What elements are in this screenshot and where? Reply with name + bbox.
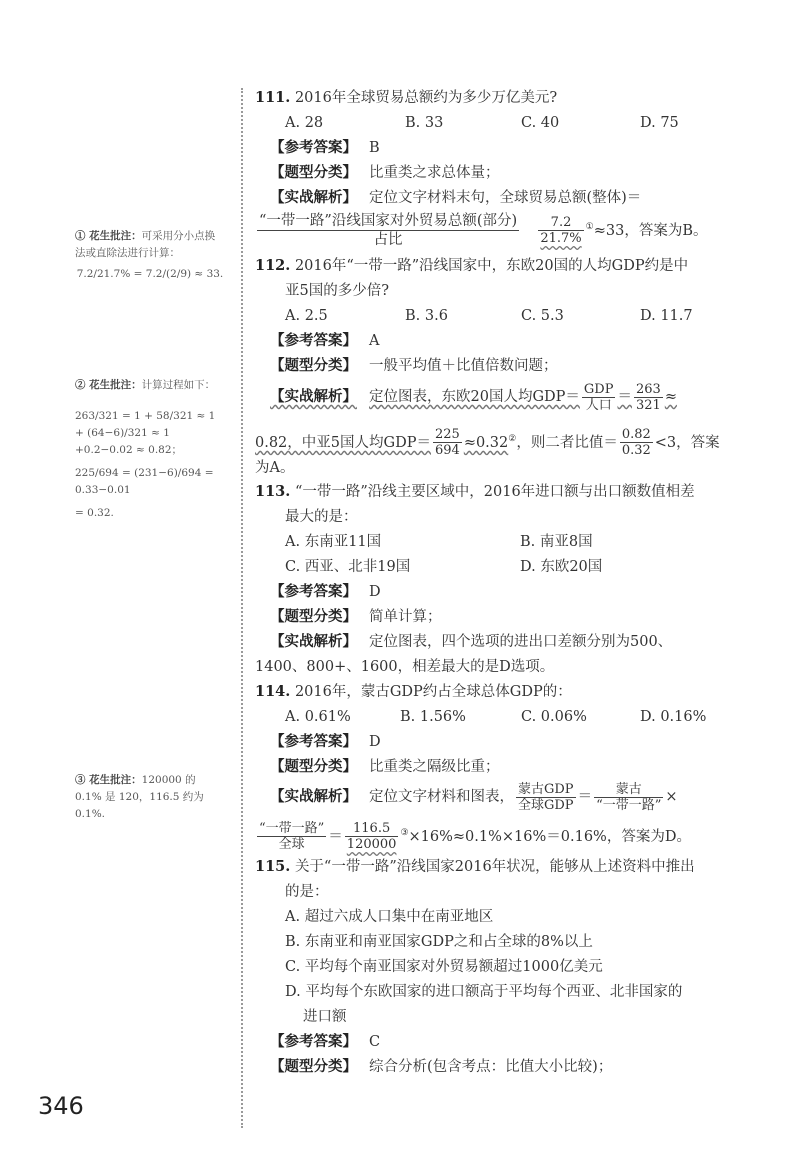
- type-label: 【题型分类】: [270, 1059, 357, 1075]
- answer-115: [270, 1032, 380, 1052]
- margin-divider: [241, 88, 247, 1128]
- analysis-text: 定位文字材料和图表，: [369, 789, 514, 805]
- equals-sign: ＝: [617, 389, 632, 405]
- equals-sign: ＝: [577, 789, 593, 805]
- question-number: 114.: [255, 683, 291, 700]
- note-formula: 225/694 = (231−6)/694 = 0.33−0.01: [75, 467, 214, 496]
- type-113: [270, 607, 442, 627]
- analysis-112: [270, 380, 677, 414]
- margin-note-2: [75, 377, 225, 522]
- option-d: D. 0.16%: [640, 709, 707, 725]
- fraction-numerator: “一带一路”沿线国家对外贸易总额(部分): [259, 213, 518, 230]
- analysis-text: 定位图表，东欧20国人均GDP＝: [369, 389, 580, 405]
- type-value: 一般平均值＋比值倍数问题；: [369, 358, 558, 374]
- fraction-denominator: 全球: [278, 837, 305, 853]
- analysis-text: ≈33，答案为B。: [593, 222, 708, 239]
- type-value: 比重类之隔级比重；: [369, 759, 500, 775]
- analysis-114: [270, 780, 678, 814]
- type-value: 简单计算；: [369, 609, 442, 625]
- option-b: B. 3.6: [405, 308, 448, 324]
- question-number: 112.: [255, 257, 291, 274]
- answer-value: B: [369, 140, 380, 156]
- option-a: A. 0.61%: [285, 709, 351, 725]
- question-stem: 2016年全球贸易总额约为多少万亿美元?: [294, 90, 558, 106]
- answer-label: 【参考答案】: [270, 584, 357, 600]
- analysis-text: 为A。: [255, 460, 295, 476]
- fraction-denominator: 0.32: [621, 443, 651, 459]
- fraction-denominator: 全球GDP: [518, 797, 574, 813]
- fraction-denominator: 120000: [346, 837, 397, 853]
- analysis-text: 定位图表，四个选项的进出口差额分别为500、: [369, 634, 673, 650]
- option-d: D. 东欧20国: [520, 559, 603, 575]
- analysis-111: [270, 188, 641, 208]
- question-number: 113.: [255, 483, 291, 500]
- option-d: D. 平均每个东欧国家的进口额高于平均每个西亚、北非国家的: [285, 984, 683, 1000]
- type-label: 【题型分类】: [270, 358, 357, 374]
- note-text: 计算过程如下：: [141, 379, 216, 391]
- fraction-numerator: 225: [434, 427, 460, 443]
- analysis-text: 定位文字材料末句，全球贸易总额(整体)＝: [369, 190, 642, 206]
- option-c: C. 平均每个南亚国家对外贸易额超过1000亿美元: [285, 959, 603, 975]
- option-c: C. 西亚、北非19国: [285, 559, 411, 575]
- analysis-text: ，则二者比值＝: [516, 434, 618, 451]
- type-114: [270, 757, 500, 777]
- answer-113: [270, 582, 381, 602]
- times-sign: ×: [665, 789, 678, 805]
- question-stem: 2016年，蒙古GDP约占全球总体GDP的：: [294, 684, 572, 700]
- option-a: A. 超过六成人口集中在南亚地区: [285, 909, 494, 925]
- note-formula: 7.2/21.7% = 7.2/(2/9) ≈ 33.: [76, 268, 224, 280]
- answer-111: [270, 138, 380, 158]
- analysis-112-cont: [255, 422, 720, 460]
- analysis-text: 0.82，中亚5国人均GDP＝: [255, 434, 431, 451]
- answer-label: 【参考答案】: [270, 1034, 357, 1050]
- answer-value: A: [369, 333, 380, 349]
- fraction-denominator: 694: [434, 443, 460, 459]
- type-112: [270, 356, 558, 376]
- option-b: B. 33: [405, 115, 444, 131]
- question-stem-cont: 的是：: [285, 884, 329, 900]
- fraction-numerator: 263: [635, 381, 661, 397]
- fraction-numerator: 蒙古: [594, 782, 663, 798]
- note-text: 120000 的 0.1% 是 120，116.5 约为 0.1%.: [75, 774, 204, 820]
- answer-112: [270, 331, 379, 351]
- option-b: B. 南亚8国: [520, 534, 593, 550]
- answer-value: D: [369, 584, 381, 600]
- fraction-numerator: “一带一路”: [259, 821, 325, 837]
- question-stem: 2016年“一带一路”沿线国家中，东欧20国的人均GDP约是中: [294, 258, 689, 274]
- note-heading: ① 花生批注：: [75, 230, 142, 242]
- margin-note-1: [75, 228, 225, 283]
- answer-label: 【参考答案】: [270, 333, 357, 349]
- analysis-label: 【实战解析】: [270, 190, 357, 206]
- footnote-marker: ③: [400, 828, 409, 838]
- fraction-numerator: 蒙古GDP: [518, 781, 574, 797]
- option-c: C. 0.06%: [521, 709, 587, 725]
- type-label: 【题型分类】: [270, 759, 357, 775]
- option-a: A. 东南亚11国: [285, 534, 382, 550]
- question-number: 111.: [255, 89, 291, 106]
- note-heading: ② 花生批注：: [75, 379, 142, 391]
- question-111: [255, 88, 557, 108]
- answer-114: [270, 732, 381, 752]
- option-d: D. 75: [640, 115, 679, 131]
- fraction-denominator: 占比: [373, 232, 403, 249]
- page-number: 346: [38, 1092, 84, 1120]
- footnote-marker: ①: [585, 222, 594, 232]
- type-115: [270, 1057, 612, 1077]
- analysis-114-cont: [255, 816, 691, 854]
- note-formula: +0.2−0.02 ≈ 0.82；: [75, 444, 183, 456]
- analysis-text: ×16%≈0.1%×16%＝0.16%，答案为D。: [408, 828, 691, 845]
- note-heading: ③ 花生批注：: [75, 774, 142, 786]
- option-a: A. 28: [285, 115, 324, 131]
- question-112: [255, 256, 688, 276]
- analysis-label: 【实战解析】: [270, 789, 357, 805]
- question-113: [255, 482, 695, 502]
- fraction-denominator: 21.7%: [540, 231, 582, 247]
- option-c: C. 40: [521, 115, 560, 131]
- fraction-denominator: 人口: [585, 397, 612, 413]
- footnote-marker: ②: [508, 434, 517, 444]
- type-label: 【题型分类】: [270, 609, 357, 625]
- question-114: [255, 682, 572, 702]
- equals-sign: ＝: [328, 828, 343, 845]
- fraction-numerator: GDP: [583, 381, 614, 397]
- type-label: 【题型分类】: [270, 165, 357, 181]
- option-b: B. 东南亚和南亚国家GDP之和占全球的8%以上: [285, 934, 593, 950]
- question-stem-cont: 亚5国的多少倍?: [285, 283, 389, 299]
- answer-value: C: [369, 1034, 381, 1050]
- option-a: A. 2.5: [285, 308, 328, 324]
- option-c: C. 5.3: [521, 308, 564, 324]
- answer-value: D: [369, 734, 381, 750]
- answer-label: 【参考答案】: [270, 734, 357, 750]
- question-stem: “一带一路”沿线主要区域中，2016年进口额与出口额数值相差: [294, 484, 695, 500]
- fraction-numerator: 0.82: [621, 427, 651, 443]
- analysis-text: 1400、800+、1600，相差最大的是D选项。: [255, 659, 555, 675]
- note-formula: = 0.32.: [75, 507, 114, 519]
- analysis-label: 【实战解析】: [270, 389, 357, 405]
- fraction-denominator: 321: [635, 397, 661, 413]
- answer-label: 【参考答案】: [270, 140, 357, 156]
- type-value: 综合分析(包含考点：比值大小比较)；: [369, 1059, 613, 1075]
- question-115: [255, 857, 695, 877]
- type-value: 比重类之求总体量；: [369, 165, 500, 181]
- option-b: B. 1.56%: [400, 709, 466, 725]
- fraction-denominator: “一带一路”: [596, 797, 662, 813]
- approx-sign: ≈: [664, 389, 677, 405]
- note-formula: 263/321 = 1 + 58/321 ≈ 1 + (64−6)/321 ≈ 1: [75, 410, 216, 439]
- analysis-111-formula: [255, 208, 708, 250]
- question-stem: 关于“一带一路”沿线国家2016年状况，能够从上述资料中推出: [294, 859, 695, 875]
- question-stem-cont: 最大的是：: [285, 509, 358, 525]
- type-111: [270, 163, 500, 183]
- analysis-label: 【实战解析】: [270, 634, 357, 650]
- fraction-numerator: 7.2: [538, 215, 583, 231]
- note-text: 可采用分小点换法或直除法进行计算：: [75, 230, 216, 259]
- analysis-text: ≈0.32: [463, 434, 509, 451]
- margin-note-3: [75, 772, 225, 823]
- fraction-numerator: 116.5: [345, 821, 399, 837]
- option-d-cont: 进口额: [303, 1009, 347, 1025]
- analysis-113: [270, 632, 672, 652]
- analysis-text: <3，答案: [654, 434, 720, 451]
- option-d: D. 11.7: [640, 308, 693, 324]
- question-number: 115.: [255, 858, 291, 875]
